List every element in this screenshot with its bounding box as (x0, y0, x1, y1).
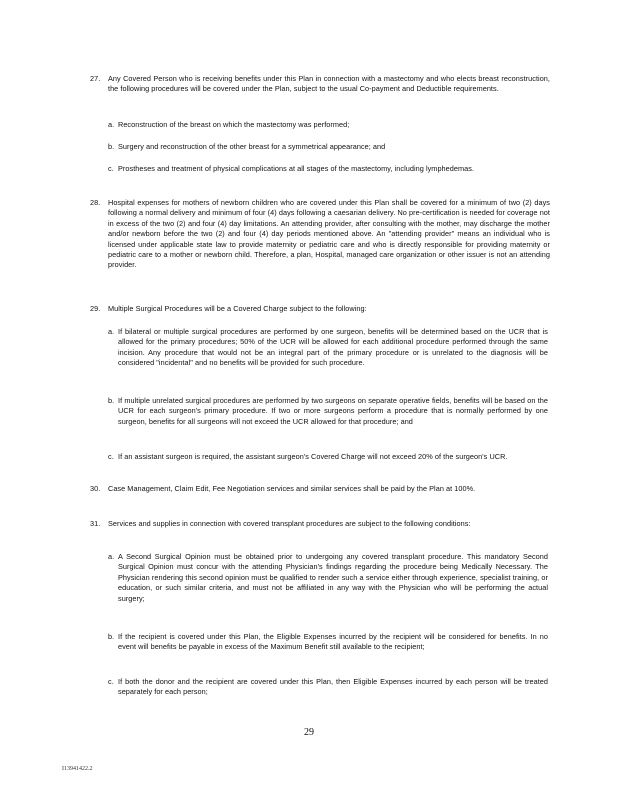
sub-item (108, 632, 548, 653)
sub-item (108, 327, 548, 369)
sub-item-text: Surgery and reconstruction of the other breast for a symmetrical appearance; and (118, 142, 386, 151)
sub-item-text: If multiple unrelated surgical procedures are performed by two surgeons on separate operative fields, benefits will be based on the UCR for each surgeon's primary procedure. If two or more surgeons perform a procedure that is normally performed by one surgeon, benefits for all surgeons will not exceed the UCR allowed for that procedure; and (118, 396, 548, 426)
sub-item-text: If both the donor and the recipient are covered under this Plan, then Eligible Expenses incurred by each person will be treated separately for each person; (118, 677, 548, 697)
sub-item-letter: c. (108, 452, 114, 461)
list-item (90, 484, 550, 494)
list-item (90, 74, 550, 95)
sub-item-text: If bilateral or multiple surgical procedures are performed by one surgeon, benefits will be determined based on the UCR that is allowed for the primary procedures; 50% of the UCR will be allowed for each additional procedure performed through the same incision. Any procedure that would not be an integral part of the primary procedure or is unrelated to the diagnosis will be considered "incidental" and no benefits will be provided for such procedure. (118, 327, 548, 368)
item-text: Any Covered Person who is receiving benefits under this Plan in connection with a mastectomy and who elects breast reconstruction, the following procedures will be covered under the Plan, subject to the usual Co-payment and Deductible requirements. (108, 74, 550, 94)
sub-item-letter: c. (108, 164, 114, 173)
sub-item-letter: b. (108, 142, 115, 151)
item-number: 27. (90, 74, 101, 83)
item-text: Case Management, Claim Edit, Fee Negotiation services and similar services shall be paid by the Plan at 100%. (108, 484, 476, 493)
sub-item (108, 677, 548, 698)
sub-item (108, 142, 548, 152)
document-id: I13941422.2 (62, 766, 93, 772)
page-number: 29 (304, 727, 314, 738)
sub-item-text: Prostheses and treatment of physical complications at all stages of the mastectomy, including lymphedemas. (118, 164, 474, 173)
sub-item-text: Reconstruction of the breast on which the mastectomy was performed; (118, 120, 350, 129)
sub-item (108, 396, 548, 427)
item-text: Services and supplies in connection with covered transplant procedures are subject to the following conditions: (108, 519, 471, 528)
item-number: 30. (90, 484, 101, 493)
sub-item (108, 452, 548, 462)
item-text: Multiple Surgical Procedures will be a Covered Charge subject to the following: (108, 304, 367, 313)
sub-item-letter: a. (108, 552, 115, 561)
item-number: 31. (90, 519, 101, 528)
list-item (90, 198, 550, 271)
sub-item-text: If an assistant surgeon is required, the assistant surgeon's Covered Charge will not exceed 20% of the surgeon's UCR. (118, 452, 508, 461)
sub-item (108, 164, 548, 174)
sub-item (108, 120, 548, 130)
sub-item-letter: a. (108, 327, 115, 336)
item-text: Hospital expenses for mothers of newborn children who are covered under this Plan shall be covered for a minimum of two (2) days following a normal delivery and minimum of four (4) days following a caesarian delivery. No pre-certification is needed for coverage not in excess of the two (2) and four (4) day limitations. An attending provider, after consulting with the mother, may discharge the mother and/or newborn before the two (2) and four (4) day periods mentioned above. An "attending provider" means an individual who is licensed under applicable state law to provide maternity or pediatric care and who is directly responsible for providing maternity or pediatric care to a mother or newborn child. Therefore, a plan, Hospital, managed care organization or other issuer is not an attending provider. (108, 198, 550, 270)
list-item (90, 304, 550, 314)
item-number: 28. (90, 198, 101, 207)
sub-item-letter: a. (108, 120, 115, 129)
sub-item-letter: b. (108, 632, 115, 641)
sub-item-text: A Second Surgical Opinion must be obtained prior to undergoing any covered transplant procedure. This mandatory Second Surgical Opinion must concur with the attending Physician's findings regarding the procedure being Medically Necessary. The Physician rendering this second opinion must be qualified to render such a service either through experience, specialist training, or education, or such similar criteria, and must not be affiliated in any way with the Physician who will be performing the actual surgery; (118, 552, 548, 603)
sub-item-letter: b. (108, 396, 115, 405)
sub-item (108, 552, 548, 604)
sub-item-text: If the recipient is covered under this Plan, the Eligible Expenses incurred by the recipient will be considered for benefits. In no event will benefits be payable in excess of the Maximum Benefit still available to the recipient; (118, 632, 548, 652)
list-item (90, 519, 550, 529)
item-number: 29. (90, 304, 101, 313)
sub-item-letter: c. (108, 677, 114, 686)
